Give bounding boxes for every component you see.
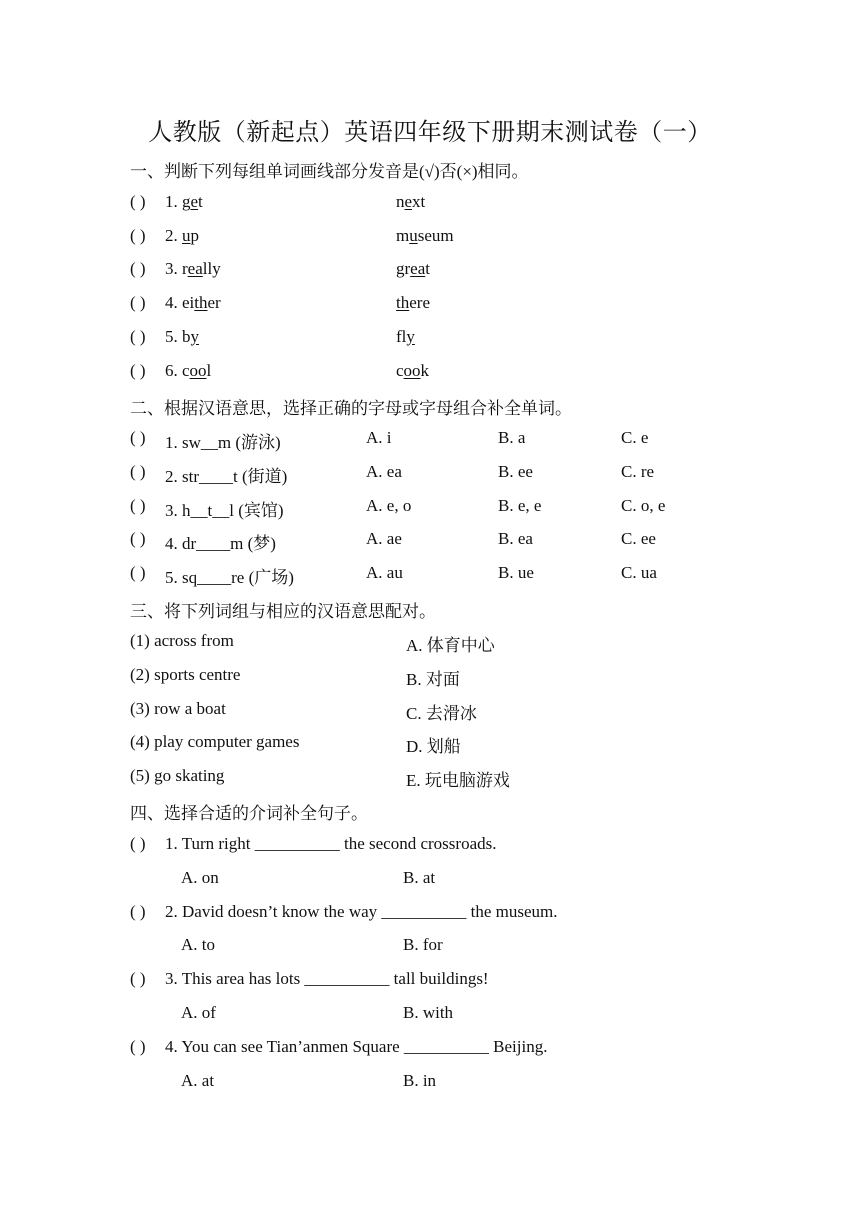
answer-blank[interactable]: ( ): [130, 495, 146, 515]
word-left: [165, 361, 211, 381]
judge-row: [130, 361, 830, 385]
underlined-letters: oo: [403, 360, 421, 380]
option-a: A. ea: [366, 461, 402, 481]
phrase-chinese: D. 划船: [406, 737, 461, 757]
option-b: B. e, e: [498, 495, 542, 515]
option-c: C. e: [621, 428, 649, 447]
word-part: seum: [417, 225, 454, 245]
answer-blank[interactable]: ( ): [130, 969, 146, 989]
word-part: b: [182, 326, 191, 346]
item-number: 1.: [165, 192, 178, 211]
match-row: [130, 699, 830, 723]
answer-blank[interactable]: ( ): [130, 563, 146, 583]
section-2-heading: 二、根据汉语意思，选择正确的字母或字母组合补全单词。: [130, 399, 572, 418]
word-left: [165, 259, 221, 279]
word-part: l: [206, 360, 212, 380]
underlined-letters: u: [182, 225, 191, 245]
question-text: 2. David doesn’t know the way __________ the museum.: [165, 901, 558, 921]
word-part: k: [420, 360, 430, 380]
match-row: [130, 766, 830, 790]
item-number: 6.: [165, 360, 178, 380]
fill-row: [130, 428, 830, 452]
fill-row: [130, 496, 830, 520]
underlined-letters: ea: [410, 259, 426, 279]
word-part: xt: [412, 192, 426, 211]
option-c: C. re: [621, 461, 655, 481]
judge-row: [130, 327, 830, 351]
option-a: A. on: [181, 867, 219, 887]
answer-blank[interactable]: ( ): [130, 293, 146, 313]
answer-blank[interactable]: ( ): [130, 1036, 146, 1056]
word-part: g: [182, 192, 191, 211]
word-left: [165, 293, 221, 313]
word-right: [396, 226, 454, 246]
word-left: [165, 226, 199, 246]
word-part: t: [198, 192, 203, 211]
word-part: c: [182, 360, 190, 380]
choice-options-row: [130, 935, 830, 959]
word-part: p: [190, 225, 199, 245]
underlined-letters: th: [194, 293, 208, 313]
option-a: A. to: [181, 935, 215, 955]
answer-blank[interactable]: ( ): [130, 834, 146, 853]
fill-row: [130, 462, 830, 486]
phrase-english: (4) play computer games: [130, 732, 300, 752]
choice-question-row: [130, 902, 830, 926]
underlined-letters: y: [406, 326, 415, 346]
match-row: [130, 732, 830, 756]
question-text: 4. You can see Tian’anmen Square __________ Beijing.: [165, 1036, 548, 1056]
answer-blank[interactable]: ( ): [130, 192, 146, 211]
question-text: 1. sw__m (游泳): [165, 433, 281, 452]
option-c: C. o, e: [621, 495, 666, 515]
choice-question-row: [130, 1037, 830, 1061]
word-part: ere: [409, 293, 430, 313]
word-part: c: [396, 360, 404, 380]
underlined-letters: th: [396, 293, 410, 313]
word-left: [165, 192, 203, 212]
phrase-chinese: A. 体育中心: [406, 636, 495, 655]
phrase-english: (1) across from: [130, 631, 234, 650]
option-a: A. au: [366, 563, 403, 583]
word-part: gr: [396, 259, 411, 279]
underlined-letters: oo: [189, 360, 207, 380]
section-3-heading: 三、将下列词组与相应的汉语意思配对。: [130, 602, 436, 621]
word-part: ei: [182, 293, 195, 313]
underlined-letters: ea: [187, 259, 203, 279]
word-right: [396, 259, 430, 279]
word-part: r: [182, 259, 188, 279]
section-1-heading: 一、判断下列每组单词画线部分发音是(√)否(×)相同。: [130, 162, 529, 181]
item-number: 3.: [165, 259, 178, 279]
word-part: fl: [396, 326, 407, 346]
choice-options-row: [130, 1071, 830, 1095]
phrase-chinese: C. 去滑冰: [406, 703, 477, 723]
answer-blank[interactable]: ( ): [130, 901, 146, 921]
answer-blank[interactable]: ( ): [130, 360, 146, 380]
phrase-chinese: B. 对面: [406, 669, 460, 689]
underlined-letters: e: [190, 192, 199, 211]
item-number: 5.: [165, 326, 178, 346]
question-text: 3. h__t__l (宾馆): [165, 500, 284, 520]
word-part: lly: [202, 259, 221, 279]
option-b: B. at: [403, 867, 436, 887]
word-part: m: [396, 225, 410, 245]
option-b: B. a: [498, 428, 526, 447]
page-title: 人教版（新起点）英语四年级下册期末测试卷（一）: [148, 120, 712, 146]
phrase-english: (5) go skating: [130, 766, 225, 786]
answer-blank[interactable]: ( ): [130, 461, 146, 481]
option-a: A. of: [181, 1003, 216, 1022]
word-right: [396, 293, 430, 313]
underlined-letters: y: [190, 326, 199, 346]
option-a: A. e, o: [366, 495, 412, 515]
judge-row: [130, 259, 830, 283]
word-part: n: [396, 192, 405, 211]
item-number: 4.: [165, 293, 178, 313]
answer-blank[interactable]: ( ): [130, 259, 146, 279]
choice-options-row: [130, 868, 830, 892]
option-c: C. ua: [621, 563, 657, 583]
word-part: t: [425, 259, 430, 279]
option-a: A. at: [181, 1070, 215, 1090]
word-left: [165, 327, 199, 347]
phrase-chinese: E. 玩电脑游戏: [406, 771, 510, 791]
option-b: B. in: [403, 1070, 437, 1090]
word-part: er: [207, 293, 221, 313]
option-b: B. with: [403, 1003, 454, 1022]
answer-blank[interactable]: ( ): [130, 225, 146, 245]
item-number: 2.: [165, 225, 178, 245]
question-text: 1. Turn right __________ the second crossroads.: [165, 834, 497, 853]
fill-row: [130, 529, 830, 553]
option-b: B. ue: [498, 563, 534, 583]
word-right: [396, 327, 415, 347]
option-b: B. for: [403, 935, 443, 955]
option-c: C. ee: [621, 529, 656, 549]
fill-row: [130, 563, 830, 587]
answer-blank[interactable]: ( ): [130, 326, 146, 346]
phrase-english: (3) row a boat: [130, 698, 226, 718]
underlined-letters: e: [404, 192, 413, 211]
judge-row: [130, 192, 830, 216]
match-row: [130, 665, 830, 689]
choice-question-row: [130, 969, 830, 993]
choice-options-row: [130, 1003, 830, 1027]
phrase-english: (2) sports centre: [130, 664, 241, 684]
option-a: A. ae: [366, 529, 402, 549]
answer-blank[interactable]: ( ): [130, 428, 146, 447]
section-4-heading: 四、选择合适的介词补全句子。: [130, 804, 368, 823]
question-text: 2. str____t (街道): [165, 466, 288, 486]
match-row: [130, 631, 830, 655]
question-text: 3. This area has lots __________ tall buildings!: [165, 969, 489, 989]
option-b: B. ea: [498, 529, 533, 549]
judge-row: [130, 293, 830, 317]
answer-blank[interactable]: ( ): [130, 529, 146, 549]
word-right: [396, 192, 425, 212]
judge-row: [130, 226, 830, 250]
word-right: [396, 361, 429, 381]
question-text: 4. dr____m (梦): [165, 534, 276, 554]
choice-question-row: [130, 834, 830, 858]
option-a: A. i: [366, 428, 392, 447]
question-text: 5. sq____re (广场): [165, 568, 294, 588]
option-b: B. ee: [498, 461, 533, 481]
underlined-letters: u: [409, 225, 418, 245]
